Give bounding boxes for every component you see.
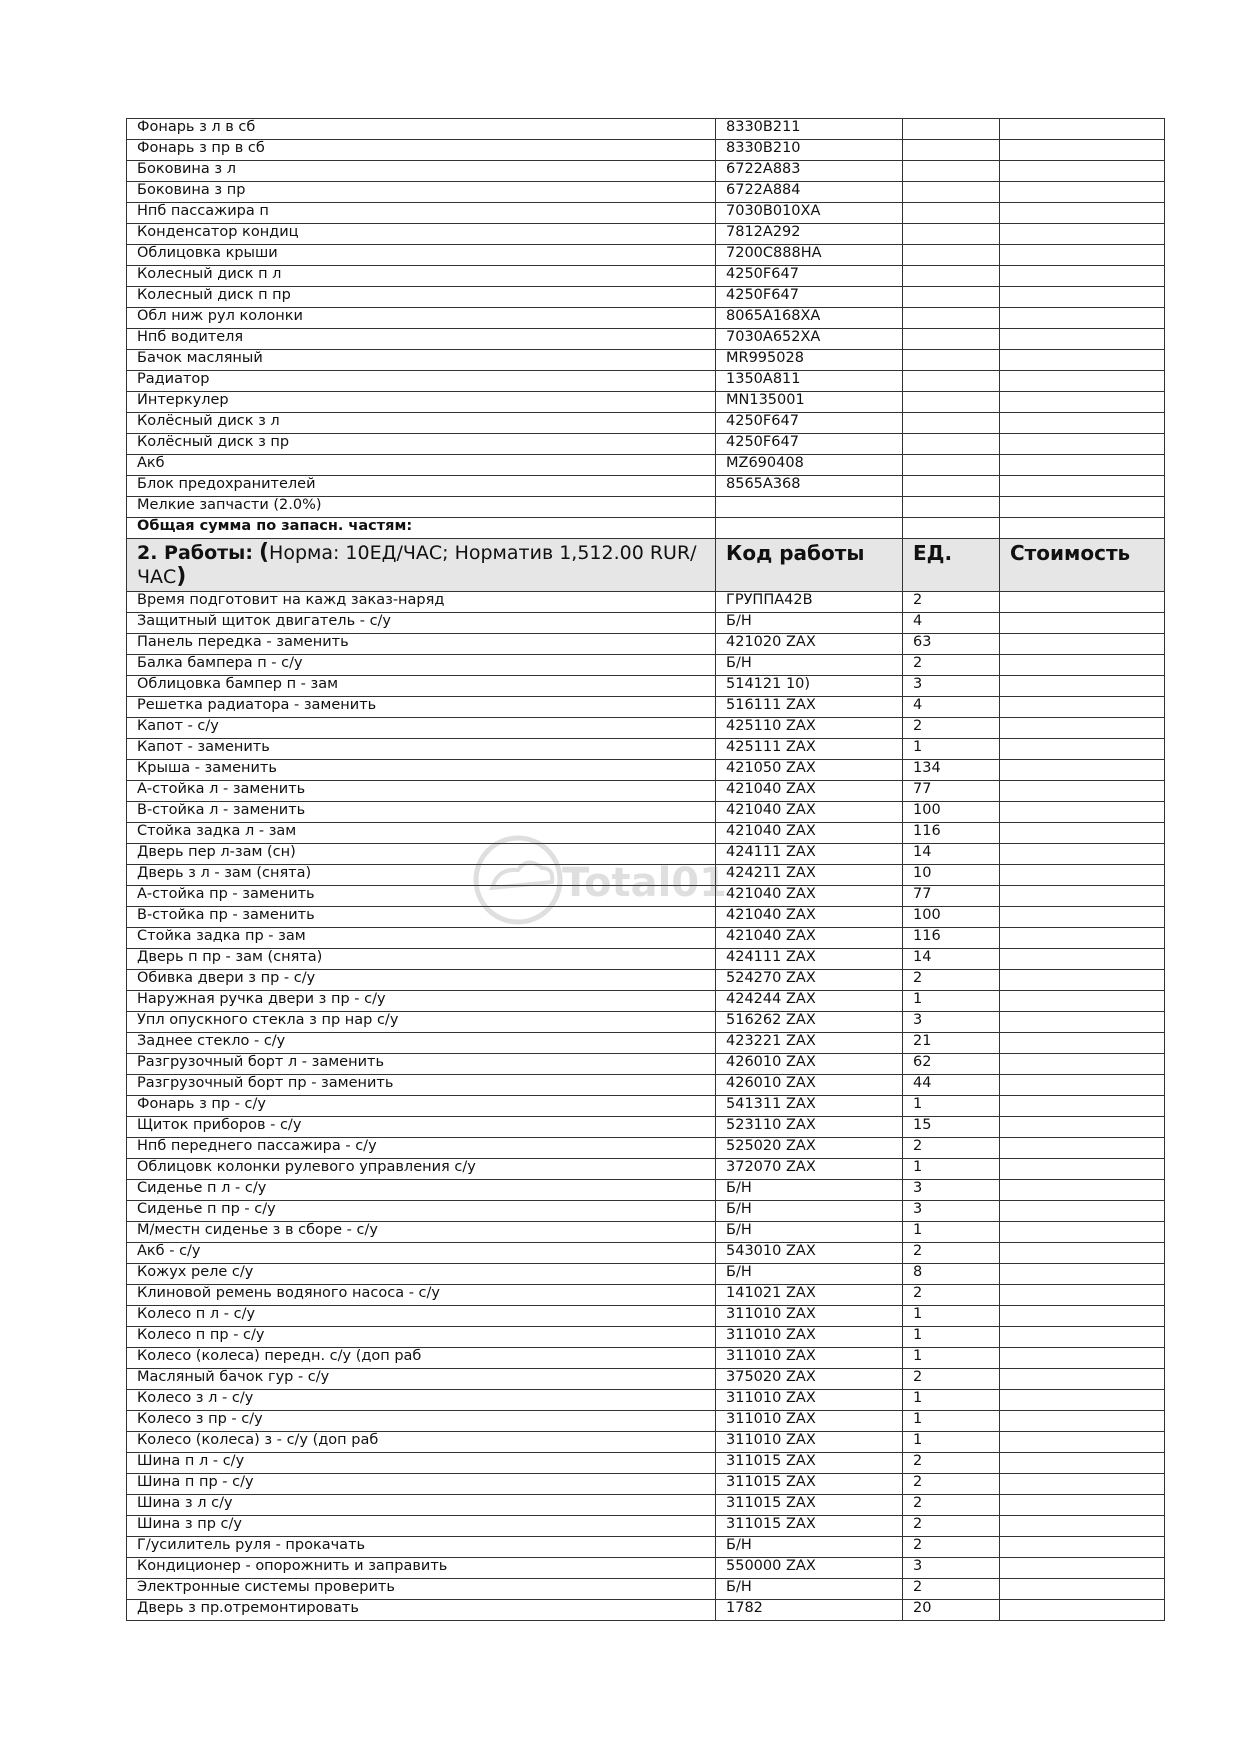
work-code: 375020 ZAX: [716, 1369, 903, 1390]
work-units: 1: [903, 1348, 1000, 1369]
work-code: Б/Н: [716, 1222, 903, 1243]
work-row: [127, 1453, 1165, 1474]
work-code: 311015 ZAX: [716, 1474, 903, 1495]
work-units: 1: [903, 1306, 1000, 1327]
work-units: 2: [903, 1369, 1000, 1390]
watermark-text: Total01: [562, 860, 727, 906]
work-units: 20: [903, 1600, 1000, 1621]
work-name: Колесо з л - с/у: [127, 1390, 716, 1411]
work-row: [127, 697, 1165, 718]
part-name: Колесный диск п пр: [127, 287, 716, 308]
part-row: [127, 203, 1165, 224]
work-units: 2: [903, 1537, 1000, 1558]
work-units: 2: [903, 1453, 1000, 1474]
work-code: 311010 ZAX: [716, 1390, 903, 1411]
work-code: Б/Н: [716, 1537, 903, 1558]
work-name: Сиденье п л - с/у: [127, 1180, 716, 1201]
part-code: 7030A652XA: [716, 329, 903, 350]
work-name: В-стойка пр - заменить: [127, 907, 716, 928]
work-row: [127, 1390, 1165, 1411]
work-row: [127, 1033, 1165, 1054]
part-name: Интеркулер: [127, 392, 716, 413]
work-code: 421040 ZAX: [716, 823, 903, 844]
work-name: Электронные системы проверить: [127, 1579, 716, 1600]
work-code: 311010 ZAX: [716, 1348, 903, 1369]
work-code: ГРУППА42В: [716, 592, 903, 613]
work-code: 550000 ZAX: [716, 1558, 903, 1579]
work-units: 3: [903, 1180, 1000, 1201]
work-units: 3: [903, 1558, 1000, 1579]
part-name: Мелкие запчасти (2.0%): [127, 497, 716, 518]
work-name: Упл опускного стекла з пр нар с/у: [127, 1012, 716, 1033]
work-code: 421040 ZAX: [716, 886, 903, 907]
part-code: 4250F647: [716, 266, 903, 287]
part-row: [127, 413, 1165, 434]
col-header-units: ЕД.: [903, 539, 1000, 592]
works-norm-text: Норма: 10ЕД/ЧАС; Норматив: [269, 542, 554, 564]
part-row: [127, 392, 1165, 413]
work-name: Дверь пер л-зам (сн): [127, 844, 716, 865]
work-name: Разгрузочный борт пр - заменить: [127, 1075, 716, 1096]
part-name: Фонарь з л в сб: [127, 119, 716, 140]
work-name: Дверь п пр - зам (снята): [127, 949, 716, 970]
part-code: 4250F647: [716, 434, 903, 455]
part-code: 8330B211: [716, 119, 903, 140]
work-name: Панель передка - заменить: [127, 634, 716, 655]
work-code: 424244 ZAX: [716, 991, 903, 1012]
work-code: 141021 ZAX: [716, 1285, 903, 1306]
work-units: 4: [903, 613, 1000, 634]
part-code: 7200C888HA: [716, 245, 903, 266]
work-code: 311010 ZAX: [716, 1411, 903, 1432]
part-name: Боковина з пр: [127, 182, 716, 203]
work-code: Б/Н: [716, 1579, 903, 1600]
part-name: Блок предохранителей: [127, 476, 716, 497]
work-name: Дверь з л - зам (снята): [127, 865, 716, 886]
work-units: 1: [903, 1096, 1000, 1117]
work-code: Б/Н: [716, 1264, 903, 1285]
work-row: [127, 1600, 1165, 1621]
work-code: 311010 ZAX: [716, 1306, 903, 1327]
estimate-table: [126, 118, 1165, 1621]
work-code: 372070 ZAX: [716, 1159, 903, 1180]
work-row: [127, 1117, 1165, 1138]
work-row: [127, 844, 1165, 865]
work-name: Дверь з пр.отремонтировать: [127, 1600, 716, 1621]
work-code: 525020 ZAX: [716, 1138, 903, 1159]
work-units: 1: [903, 1327, 1000, 1348]
work-units: 10: [903, 865, 1000, 886]
part-code: 8565A368: [716, 476, 903, 497]
part-row: [127, 245, 1165, 266]
work-code: 311015 ZAX: [716, 1495, 903, 1516]
work-row: [127, 823, 1165, 844]
work-code: 523110 ZAX: [716, 1117, 903, 1138]
work-row: [127, 886, 1165, 907]
work-code: 541311 ZAX: [716, 1096, 903, 1117]
parts-section: [127, 119, 1165, 518]
work-units: 2: [903, 1138, 1000, 1159]
works-rate-unit: RUR/ЧАС: [137, 542, 697, 588]
work-row: [127, 1411, 1165, 1432]
work-units: 77: [903, 886, 1000, 907]
work-units: 1: [903, 1159, 1000, 1180]
work-row: [127, 991, 1165, 1012]
work-row: [127, 592, 1165, 613]
works-rate: 1,512.00: [559, 542, 644, 564]
works-header-row: [127, 539, 1165, 592]
work-code: 311010 ZAX: [716, 1327, 903, 1348]
parts-total-label: Общая сумма по запасн. частям:: [127, 518, 716, 539]
work-row: [127, 1075, 1165, 1096]
work-code: 421040 ZAX: [716, 907, 903, 928]
work-name: Время подготовит на кажд заказ-наряд: [127, 592, 716, 613]
work-name: Обивка двери з пр - с/у: [127, 970, 716, 991]
work-row: [127, 655, 1165, 676]
work-name: Масляный бачок гур - с/у: [127, 1369, 716, 1390]
part-name: Бачок масляный: [127, 350, 716, 371]
work-units: 63: [903, 634, 1000, 655]
work-row: [127, 907, 1165, 928]
part-name: Фонарь з пр в сб: [127, 140, 716, 161]
work-row: [127, 1138, 1165, 1159]
work-code: 424111 ZAX: [716, 949, 903, 970]
work-row: [127, 1579, 1165, 1600]
part-row: [127, 119, 1165, 140]
work-row: [127, 1222, 1165, 1243]
part-name: Конденсатор кондиц: [127, 224, 716, 245]
work-row: [127, 613, 1165, 634]
work-code: 421050 ZAX: [716, 760, 903, 781]
work-units: 62: [903, 1054, 1000, 1075]
work-name: Кожух реле с/у: [127, 1264, 716, 1285]
work-name: Балка бампера п - с/у: [127, 655, 716, 676]
work-name: Облицовка бампер п - зам: [127, 676, 716, 697]
part-code: 7812A292: [716, 224, 903, 245]
work-name: Разгрузочный борт л - заменить: [127, 1054, 716, 1075]
part-code: 8065A168XA: [716, 308, 903, 329]
part-code: 8330B210: [716, 140, 903, 161]
work-row: [127, 928, 1165, 949]
part-row: [127, 455, 1165, 476]
work-code: 426010 ZAX: [716, 1054, 903, 1075]
work-units: 3: [903, 676, 1000, 697]
work-name: Шина з пр с/у: [127, 1516, 716, 1537]
estimate-page: [126, 118, 1164, 1621]
works-section-title: 2. Работы: (Норма: 10ЕД/ЧАС; Норматив 1,512.00 RUR/ЧАС): [127, 539, 716, 592]
part-code: [716, 497, 903, 518]
work-name: Акб - с/у: [127, 1243, 716, 1264]
work-row: [127, 1285, 1165, 1306]
work-code: 311010 ZAX: [716, 1432, 903, 1453]
work-row: [127, 718, 1165, 739]
work-code: 421020 ZAX: [716, 634, 903, 655]
part-name: Боковина з л: [127, 161, 716, 182]
part-row: [127, 371, 1165, 392]
part-name: Акб: [127, 455, 716, 476]
work-code: 425111 ZAX: [716, 739, 903, 760]
part-code: 6722A884: [716, 182, 903, 203]
work-row: [127, 970, 1165, 991]
work-row: [127, 1516, 1165, 1537]
work-units: 15: [903, 1117, 1000, 1138]
work-units: 1: [903, 1222, 1000, 1243]
work-name: Стойка задка пр - зам: [127, 928, 716, 949]
work-code: 1782: [716, 1600, 903, 1621]
work-units: 1: [903, 1390, 1000, 1411]
part-row: [127, 476, 1165, 497]
work-name: Щиток приборов - с/у: [127, 1117, 716, 1138]
part-code: 4250F647: [716, 287, 903, 308]
work-name: М/местн сиденье з в сборе - с/у: [127, 1222, 716, 1243]
work-row: [127, 1537, 1165, 1558]
work-name: Капот - с/у: [127, 718, 716, 739]
work-units: 2: [903, 1495, 1000, 1516]
work-name: Кондиционер - опорожнить и заправить: [127, 1558, 716, 1579]
work-code: 424211 ZAX: [716, 865, 903, 886]
work-units: 1: [903, 1432, 1000, 1453]
work-name: Наружная ручка двери з пр - с/у: [127, 991, 716, 1012]
col-header-cost: Стоимость: [1000, 539, 1165, 592]
work-units: 77: [903, 781, 1000, 802]
work-name: Клиновой ремень водяного насоса - с/у: [127, 1285, 716, 1306]
work-name: Решетка радиатора - заменить: [127, 697, 716, 718]
parts-total-section: [127, 518, 1165, 592]
work-code: 421040 ZAX: [716, 781, 903, 802]
work-row: [127, 1306, 1165, 1327]
work-row: [127, 1474, 1165, 1495]
work-units: 1: [903, 991, 1000, 1012]
work-units: 3: [903, 1012, 1000, 1033]
works-section-number: 2. Работы:: [137, 542, 253, 564]
work-units: 116: [903, 928, 1000, 949]
work-code: 516262 ZAX: [716, 1012, 903, 1033]
work-code: Б/Н: [716, 1180, 903, 1201]
work-units: 1: [903, 739, 1000, 760]
work-row: [127, 1201, 1165, 1222]
work-code: Б/Н: [716, 613, 903, 634]
part-code: 1350A811: [716, 371, 903, 392]
work-row: [127, 739, 1165, 760]
work-units: 1: [903, 1411, 1000, 1432]
work-code: 514121 10): [716, 676, 903, 697]
work-row: [127, 634, 1165, 655]
part-row: [127, 434, 1165, 455]
work-row: [127, 781, 1165, 802]
work-name: Колесо п л - с/у: [127, 1306, 716, 1327]
part-row: [127, 350, 1165, 371]
work-code: 421040 ZAX: [716, 802, 903, 823]
work-units: 3: [903, 1201, 1000, 1222]
work-units: 2: [903, 1243, 1000, 1264]
work-code: 516111 ZAX: [716, 697, 903, 718]
work-name: Колесо (колеса) передн. с/у (доп раб: [127, 1348, 716, 1369]
work-name: Шина п пр - с/у: [127, 1474, 716, 1495]
work-name: Сиденье п пр - с/у: [127, 1201, 716, 1222]
work-units: 4: [903, 697, 1000, 718]
part-row: [127, 224, 1165, 245]
work-name: Облицовк колонки рулевого управления с/у: [127, 1159, 716, 1180]
work-units: 100: [903, 802, 1000, 823]
work-row: [127, 1159, 1165, 1180]
part-row: [127, 161, 1165, 182]
part-row: [127, 308, 1165, 329]
work-units: 100: [903, 907, 1000, 928]
part-name: Радиатор: [127, 371, 716, 392]
work-row: [127, 1243, 1165, 1264]
work-units: 21: [903, 1033, 1000, 1054]
work-units: 2: [903, 1285, 1000, 1306]
part-code: 4250F647: [716, 413, 903, 434]
part-row: [127, 140, 1165, 161]
work-name: Капот - заменить: [127, 739, 716, 760]
work-name: Защитный щиток двигатель - с/у: [127, 613, 716, 634]
work-row: [127, 949, 1165, 970]
work-units: 134: [903, 760, 1000, 781]
work-code: Б/Н: [716, 655, 903, 676]
part-name: Нпб водителя: [127, 329, 716, 350]
work-name: Нпб переднего пассажира - с/у: [127, 1138, 716, 1159]
work-row: [127, 1012, 1165, 1033]
part-code: MR995028: [716, 350, 903, 371]
part-code: MZ690408: [716, 455, 903, 476]
work-name: Фонарь з пр - с/у: [127, 1096, 716, 1117]
work-units: 2: [903, 655, 1000, 676]
work-units: 2: [903, 592, 1000, 613]
work-name: Шина з л с/у: [127, 1495, 716, 1516]
col-header-code: Код работы: [716, 539, 903, 592]
work-units: 2: [903, 718, 1000, 739]
work-row: [127, 1369, 1165, 1390]
work-row: [127, 1348, 1165, 1369]
part-name: Колёсный диск з пр: [127, 434, 716, 455]
works-section: [127, 592, 1165, 1621]
work-units: 2: [903, 1474, 1000, 1495]
work-row: [127, 1180, 1165, 1201]
part-name: Колесный диск п л: [127, 266, 716, 287]
work-name: Крыша - заменить: [127, 760, 716, 781]
work-code: 543010 ZAX: [716, 1243, 903, 1264]
work-code: 425110 ZAX: [716, 718, 903, 739]
part-row: [127, 266, 1165, 287]
part-code: MN135001: [716, 392, 903, 413]
work-code: Б/Н: [716, 1201, 903, 1222]
work-name: В-стойка л - заменить: [127, 802, 716, 823]
part-row: [127, 329, 1165, 350]
work-row: [127, 1327, 1165, 1348]
work-name: А-стойка пр - заменить: [127, 886, 716, 907]
part-code: 6722A883: [716, 161, 903, 182]
work-units: 44: [903, 1075, 1000, 1096]
work-units: 14: [903, 949, 1000, 970]
work-name: Колесо (колеса) з - с/у (доп раб: [127, 1432, 716, 1453]
work-code: 524270 ZAX: [716, 970, 903, 991]
work-code: 311015 ZAX: [716, 1453, 903, 1474]
work-code: 426010 ZAX: [716, 1075, 903, 1096]
work-name: Заднее стекло - с/у: [127, 1033, 716, 1054]
work-units: 2: [903, 970, 1000, 991]
part-name: Обл ниж рул колонки: [127, 308, 716, 329]
part-row: [127, 497, 1165, 518]
work-row: [127, 802, 1165, 823]
work-row: [127, 1264, 1165, 1285]
part-name: Колёсный диск з л: [127, 413, 716, 434]
work-units: 14: [903, 844, 1000, 865]
part-name: Облицовка крыши: [127, 245, 716, 266]
part-row: [127, 182, 1165, 203]
work-units: 8: [903, 1264, 1000, 1285]
work-units: 2: [903, 1579, 1000, 1600]
work-row: [127, 1558, 1165, 1579]
part-code: 7030B010XA: [716, 203, 903, 224]
work-name: Шина п л - с/у: [127, 1453, 716, 1474]
work-code: 421040 ZAX: [716, 928, 903, 949]
work-row: [127, 1432, 1165, 1453]
work-units: 116: [903, 823, 1000, 844]
parts-total-row: [127, 518, 1165, 539]
work-name: А-стойка л - заменить: [127, 781, 716, 802]
part-name: Нпб пассажира п: [127, 203, 716, 224]
work-name: Колесо п пр - с/у: [127, 1327, 716, 1348]
work-code: 311015 ZAX: [716, 1516, 903, 1537]
work-code: 423221 ZAX: [716, 1033, 903, 1054]
part-row: [127, 287, 1165, 308]
work-units: 2: [903, 1516, 1000, 1537]
work-row: [127, 865, 1165, 886]
work-row: [127, 676, 1165, 697]
work-row: [127, 1054, 1165, 1075]
work-name: Г/усилитель руля - прокачать: [127, 1537, 716, 1558]
work-name: Колесо з пр - с/у: [127, 1411, 716, 1432]
work-name: Стойка задка л - зам: [127, 823, 716, 844]
work-row: [127, 1096, 1165, 1117]
work-row: [127, 760, 1165, 781]
work-row: [127, 1495, 1165, 1516]
work-code: 424111 ZAX: [716, 844, 903, 865]
